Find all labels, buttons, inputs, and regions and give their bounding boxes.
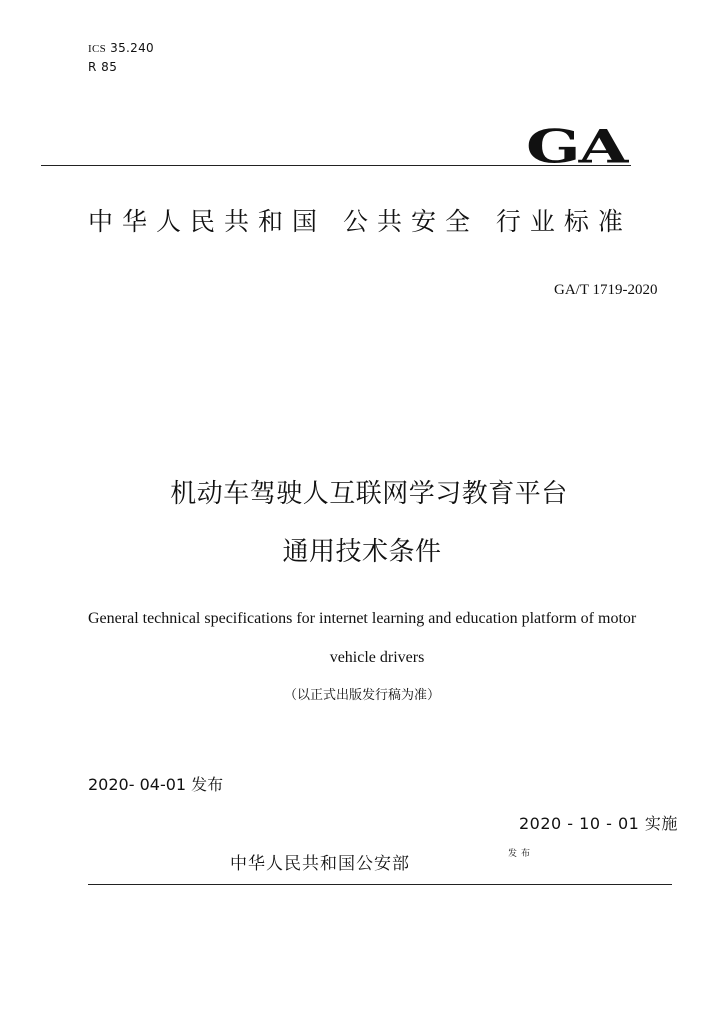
classification-code: R 85 bbox=[88, 60, 118, 74]
issuing-authority: 中华人民共和国公安部 bbox=[230, 854, 410, 874]
implementation-date: 2020 - 10 - 01 实施 bbox=[519, 814, 678, 833]
issue-label: 发布 bbox=[508, 849, 535, 859]
ics-code bbox=[88, 41, 154, 55]
issue-date: 2020- 04-01 发布 bbox=[88, 775, 224, 794]
draft-note: （以正式出版发行稿为准） bbox=[283, 688, 440, 703]
title-cn-line2: 通用技术条件 bbox=[282, 537, 442, 567]
title-cn-line1: 机动车驾驶人互联网学习教育平台 bbox=[170, 479, 568, 509]
ga-logo: GA bbox=[526, 120, 627, 174]
standard-code: GA/T 1719-2020 bbox=[554, 282, 658, 298]
title-en-line2: vehicle drivers bbox=[329, 649, 425, 666]
title-en-line1: General technical specifications for internet learning and education platform of motor bbox=[88, 610, 637, 627]
bottom-divider bbox=[88, 884, 672, 885]
top-divider bbox=[41, 165, 631, 166]
ics-label: ICS bbox=[88, 43, 107, 55]
standard-category: 中华人民共和国 公共安全 行业标准 bbox=[88, 207, 632, 236]
ics-number: 35.240 bbox=[110, 41, 154, 55]
